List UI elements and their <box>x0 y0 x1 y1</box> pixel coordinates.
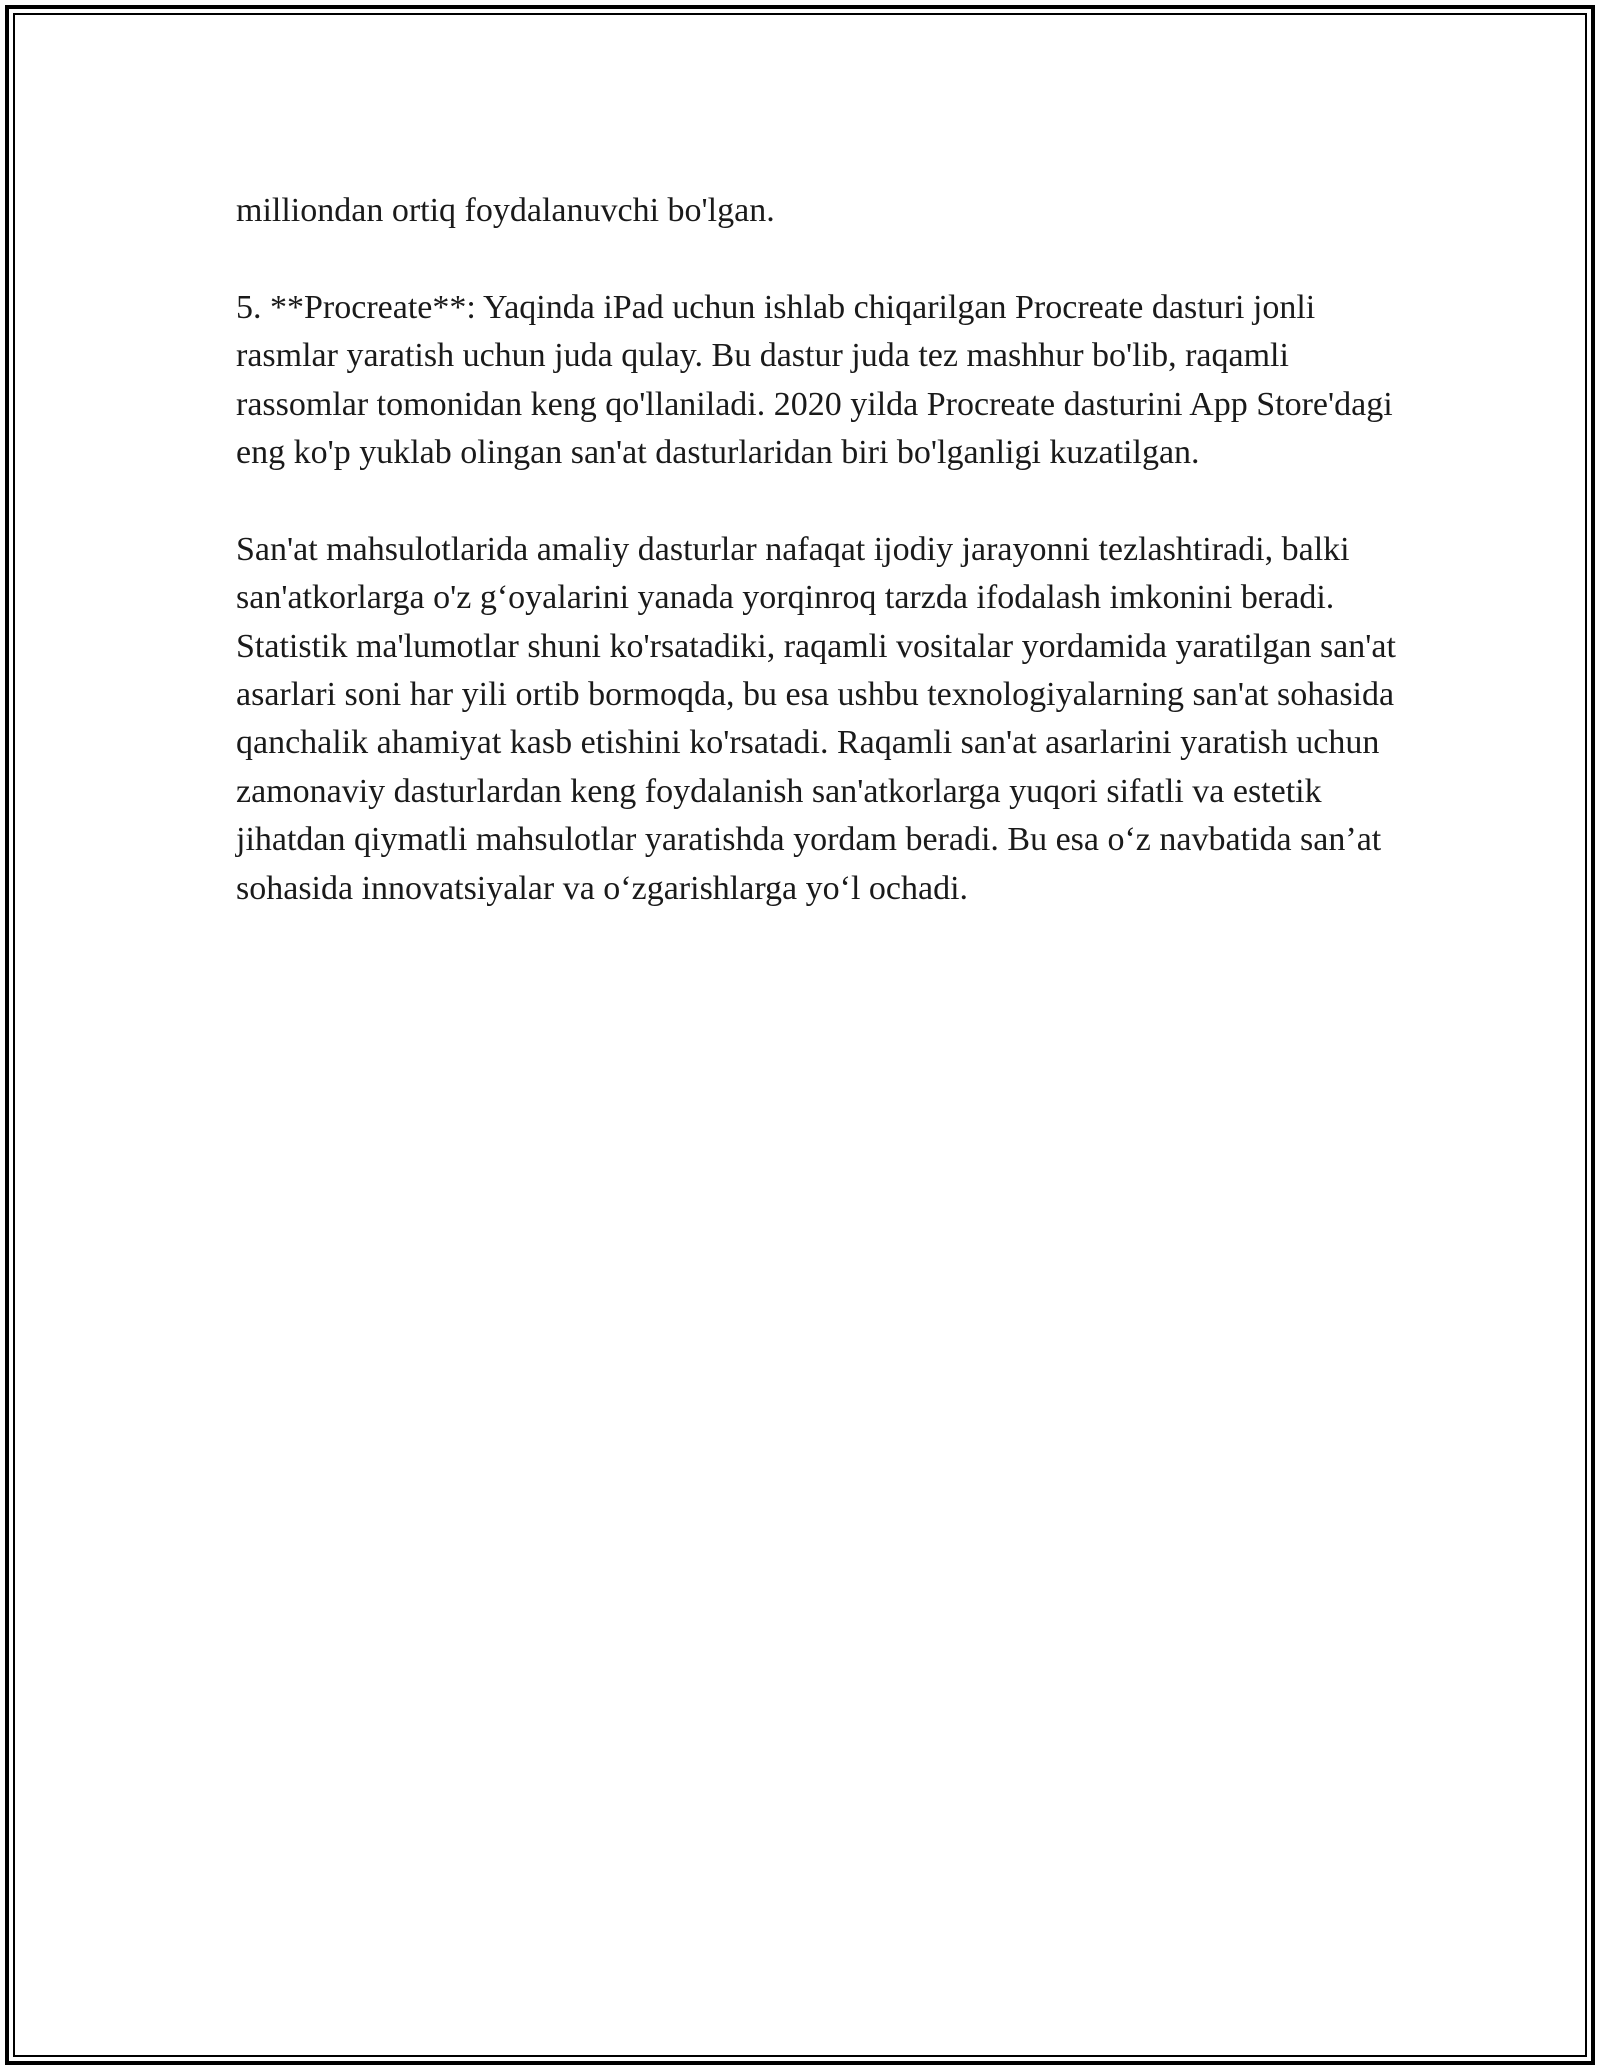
paragraph-procreate: 5. **Procreate**: Yaqinda iPad uchun ishlab chiqarilgan Procreate dasturi jonli rasmlar yaratish uchun juda qulay. Bu dastur juda tez mashhur bo'lib, raqamli rassomlar tomonidan keng qo'llaniladi. 2020 yilda Procreate dasturini App Store'dagi eng ko'p yuklab olingan san'at dasturlaridan biri bo'lganligi kuzatilgan. <box>236 288 1393 472</box>
document-body <box>236 187 1396 961</box>
paragraph-continuation: milliondan ortiq foydalanuvchi bo'lgan. <box>236 192 775 229</box>
paragraph-conclusion: San'at mahsulotlarida amaliy dasturlar nafaqat ijodiy jarayonni tezlashtiradi, balki san'atkorlarga o'z g‘oyalarini yanada yorqinroq tarzda ifodalash imkonini beradi. Statistik ma'lumotlar shuni ko'rsatadiki, raqamli vositalar yordamida yaratilgan san'at asarlari soni har yili ortib bormoqda, bu esa ushbu texnologiyalarning san'at sohasida qanchalik ahamiyat kasb etishini ko'rsatadi. Raqamli san'at asarlarini yaratish uchun zamonaviy dasturlardan keng foydalanish san'atkorlarga yuqori sifatli va estetik jihatdan qiymatli mahsulotlar yaratishda yordam beradi. Bu esa o‘z navbatida san’at sohasida innovatsiyalar va o‘zgarishlarga yo‘l ochadi. <box>236 530 1396 907</box>
